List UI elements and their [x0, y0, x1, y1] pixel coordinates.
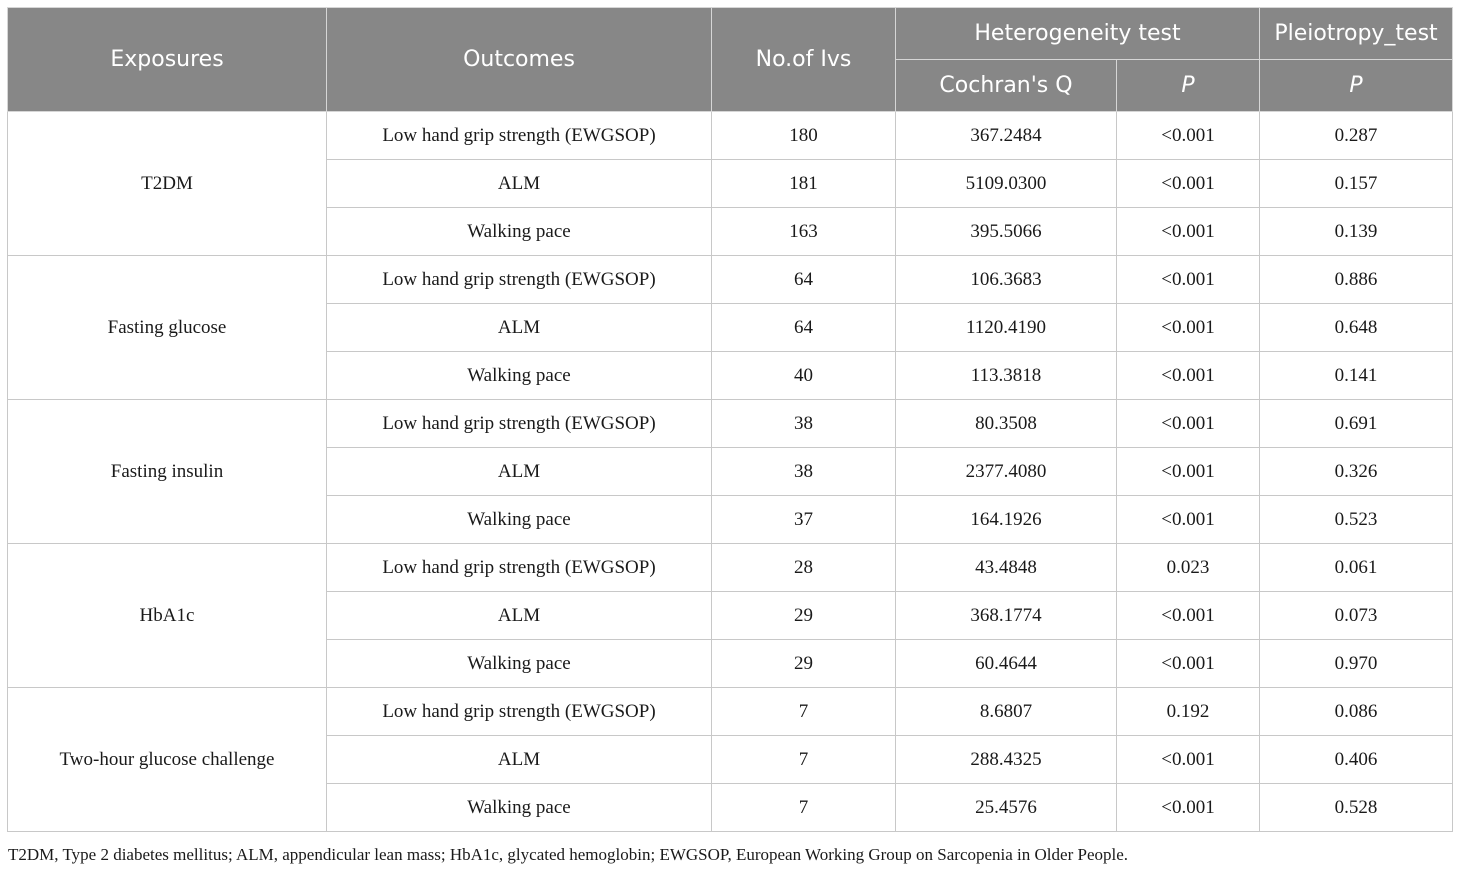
- heterogeneity-p-cell: <0.001: [1117, 592, 1260, 640]
- outcome-cell: ALM: [327, 160, 712, 208]
- table-footnote: T2DM, Type 2 diabetes mellitus; ALM, appendicular lean mass; HbA1c, glycated hemoglobin; EWGSOP, European Working Group on Sarcopenia in Older People.: [8, 845, 1129, 864]
- cochrans-q-cell: 1120.4190: [896, 304, 1117, 352]
- outcome-cell: Walking pace: [327, 784, 712, 832]
- heterogeneity-p-cell: <0.001: [1117, 112, 1260, 160]
- table-row: [8, 256, 1453, 304]
- pleiotropy-p-cell: 0.523: [1260, 496, 1453, 544]
- outcome-cell: ALM: [327, 736, 712, 784]
- outcome-cell: Walking pace: [327, 352, 712, 400]
- cochrans-q-cell: 43.4848: [896, 544, 1117, 592]
- pleiotropy-p-cell: 0.073: [1260, 592, 1453, 640]
- exposure-cell: T2DM: [8, 112, 327, 256]
- heterogeneity-p-cell: <0.001: [1117, 784, 1260, 832]
- outcome-cell: ALM: [327, 448, 712, 496]
- pleiotropy-p-cell: 0.287: [1260, 112, 1453, 160]
- results-table: [7, 7, 1453, 832]
- cochrans-q-cell: 106.3683: [896, 256, 1117, 304]
- pleiotropy-p-cell: 0.970: [1260, 640, 1453, 688]
- exposure-cell: Fasting insulin: [8, 400, 327, 544]
- outcome-cell: ALM: [327, 304, 712, 352]
- heterogeneity-p-cell: <0.001: [1117, 448, 1260, 496]
- ivs-cell: 64: [712, 304, 896, 352]
- cochrans-q-cell: 2377.4080: [896, 448, 1117, 496]
- cochrans-q-cell: 368.1774: [896, 592, 1117, 640]
- header-pleiotropy-test: Pleiotropy_test: [1260, 8, 1453, 60]
- heterogeneity-p-cell: <0.001: [1117, 160, 1260, 208]
- heterogeneity-p-cell: <0.001: [1117, 640, 1260, 688]
- ivs-cell: 38: [712, 400, 896, 448]
- ivs-cell: 37: [712, 496, 896, 544]
- cochrans-q-cell: 288.4325: [896, 736, 1117, 784]
- exposure-cell: Two-hour glucose challenge: [8, 688, 327, 832]
- header-exposures: Exposures: [8, 8, 327, 112]
- pleiotropy-p-cell: 0.691: [1260, 400, 1453, 448]
- table-row: [8, 112, 1453, 160]
- outcome-cell: Low hand grip strength (EWGSOP): [327, 256, 712, 304]
- pleiotropy-p-cell: 0.406: [1260, 736, 1453, 784]
- pleiotropy-p-cell: 0.061: [1260, 544, 1453, 592]
- heterogeneity-p-cell: <0.001: [1117, 256, 1260, 304]
- table-row: [8, 400, 1453, 448]
- header-cochrans-q: Cochran's Q: [896, 60, 1117, 112]
- cochrans-q-cell: 113.3818: [896, 352, 1117, 400]
- pleiotropy-p-cell: 0.326: [1260, 448, 1453, 496]
- cochrans-q-cell: 164.1926: [896, 496, 1117, 544]
- outcome-cell: Low hand grip strength (EWGSOP): [327, 688, 712, 736]
- heterogeneity-p-cell: <0.001: [1117, 400, 1260, 448]
- exposure-cell: HbA1c: [8, 544, 327, 688]
- header-heterogeneity-test: Heterogeneity test: [896, 8, 1260, 60]
- cochrans-q-cell: 60.4644: [896, 640, 1117, 688]
- cochrans-q-cell: 5109.0300: [896, 160, 1117, 208]
- outcome-cell: Walking pace: [327, 640, 712, 688]
- heterogeneity-p-cell: <0.001: [1117, 208, 1260, 256]
- outcome-cell: Walking pace: [327, 496, 712, 544]
- cochrans-q-cell: 395.5066: [896, 208, 1117, 256]
- exposure-cell: Fasting glucose: [8, 256, 327, 400]
- header-no-of-ivs: No.of Ivs: [712, 8, 896, 112]
- ivs-cell: 7: [712, 688, 896, 736]
- cochrans-q-cell: 367.2484: [896, 112, 1117, 160]
- ivs-cell: 64: [712, 256, 896, 304]
- ivs-cell: 180: [712, 112, 896, 160]
- ivs-cell: 40: [712, 352, 896, 400]
- header-heterogeneity-p: P: [1117, 60, 1260, 112]
- cochrans-q-cell: 80.3508: [896, 400, 1117, 448]
- pleiotropy-p-cell: 0.141: [1260, 352, 1453, 400]
- ivs-cell: 163: [712, 208, 896, 256]
- pleiotropy-p-cell: 0.157: [1260, 160, 1453, 208]
- pleiotropy-p-cell: 0.886: [1260, 256, 1453, 304]
- pleiotropy-p-cell: 0.086: [1260, 688, 1453, 736]
- heterogeneity-p-cell: <0.001: [1117, 304, 1260, 352]
- heterogeneity-p-cell: 0.023: [1117, 544, 1260, 592]
- header-outcomes: Outcomes: [327, 8, 712, 112]
- outcome-cell: ALM: [327, 592, 712, 640]
- outcome-cell: Low hand grip strength (EWGSOP): [327, 400, 712, 448]
- ivs-cell: 7: [712, 784, 896, 832]
- cochrans-q-cell: 25.4576: [896, 784, 1117, 832]
- pleiotropy-p-cell: 0.139: [1260, 208, 1453, 256]
- heterogeneity-p-cell: <0.001: [1117, 352, 1260, 400]
- ivs-cell: 29: [712, 640, 896, 688]
- ivs-cell: 38: [712, 448, 896, 496]
- heterogeneity-p-cell: 0.192: [1117, 688, 1260, 736]
- heterogeneity-p-cell: <0.001: [1117, 736, 1260, 784]
- outcome-cell: Walking pace: [327, 208, 712, 256]
- ivs-cell: 28: [712, 544, 896, 592]
- pleiotropy-p-cell: 0.528: [1260, 784, 1453, 832]
- header-pleiotropy-p: P: [1260, 60, 1453, 112]
- heterogeneity-p-cell: <0.001: [1117, 496, 1260, 544]
- ivs-cell: 7: [712, 736, 896, 784]
- pleiotropy-p-cell: 0.648: [1260, 304, 1453, 352]
- table-row: [8, 688, 1453, 736]
- cochrans-q-cell: 8.6807: [896, 688, 1117, 736]
- table-row: [8, 544, 1453, 592]
- ivs-cell: 181: [712, 160, 896, 208]
- outcome-cell: Low hand grip strength (EWGSOP): [327, 112, 712, 160]
- outcome-cell: Low hand grip strength (EWGSOP): [327, 544, 712, 592]
- ivs-cell: 29: [712, 592, 896, 640]
